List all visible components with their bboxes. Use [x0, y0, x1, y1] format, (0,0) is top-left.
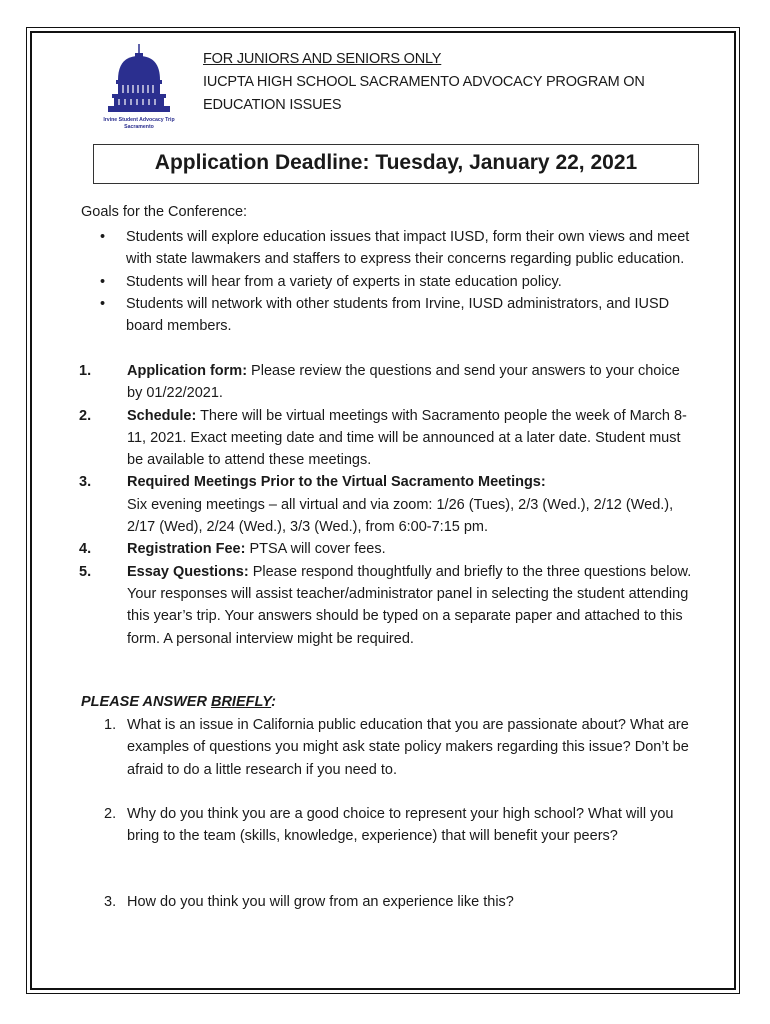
goals-list [100, 226, 700, 337]
header-program-title-line1: IUCPTA HIGH SCHOOL SACRAMENTO ADVOCACY PROGRAM ON [203, 74, 645, 90]
instructions-list [79, 360, 694, 650]
capitol-dome-logo [100, 42, 178, 134]
instruction-item: 3. Required Meetings Prior to the Virtual Sacramento Meetings: Six evening meetings – all virtual and via zoom: 1/26 (Tues), 2/3 (Wed.), 2/12 (Wed.), 2/17 (Wed), 2/24 (Wed.), 3/3 (Wed.), from 6:00-7:15 pm. [79, 474, 674, 536]
essay-question: 1. What is an issue in California public education that you are passionate about? What are examples of questions you might ask state policy makers regarding this issue? Don’t be afraid to do a little research if you need to. [104, 717, 689, 778]
essay-question: 2. Why do you think you are a good choice to represent your high school? What will you bring to the team (skills, knowledge, experience) that will benefit your peers? [104, 806, 674, 845]
instruction-item: 2. Schedule: There will be virtual meetings with Sacramento people the week of March 8-11, 2021. Exact meeting date and time will be announced at a later date. Student must be available to attend these meetings. [79, 407, 687, 469]
instruction-item: 1. Application form: Please review the questions and send your answers to your choice by 01/22/2021. [79, 363, 680, 402]
goal-item: • Students will hear from a variety of experts in state education policy. [100, 273, 562, 290]
please-answer-heading: PLEASE ANSWER BRIEFLY: [81, 694, 276, 710]
application-deadline: Application Deadline: Tuesday, January 22, 2021 [154, 151, 638, 174]
instruction-item: 5. Essay Questions: Please respond thoughtfully and briefly to the three questions below. Your responses will assist teacher/administrator panel in selecting the student attending this year’s trip. Your answers should be typed on a separate paper and attached to this form. A personal interview might be required. [79, 563, 692, 647]
goals-heading: Goals for the Conference: [81, 204, 248, 220]
goal-item: • Students will network with other students from Irvine, IUSD administrators, and IUSD board members. [100, 295, 670, 335]
program-header [203, 48, 645, 117]
instruction-item: 4. Registration Fee: PTSA will cover fees. [79, 541, 386, 558]
deadline-box [93, 144, 699, 184]
goal-item: • Students will explore education issues that impact IUSD, form their own views and meet with state lawmakers and staffers to express their concerns regarding public education. [100, 229, 690, 268]
svg-text:Irvine Student Advocacy Trip: Irvine Student Advocacy Trip [103, 117, 175, 123]
svg-text:Sacramento: Sacramento [124, 124, 154, 130]
header-program-title-line2: EDUCATION ISSUES [203, 97, 342, 113]
essay-question: 3. How do you think you will grow from an experience like this? [104, 894, 514, 910]
header-eligibility: FOR JUNIORS AND SENIORS ONLY [203, 51, 442, 67]
